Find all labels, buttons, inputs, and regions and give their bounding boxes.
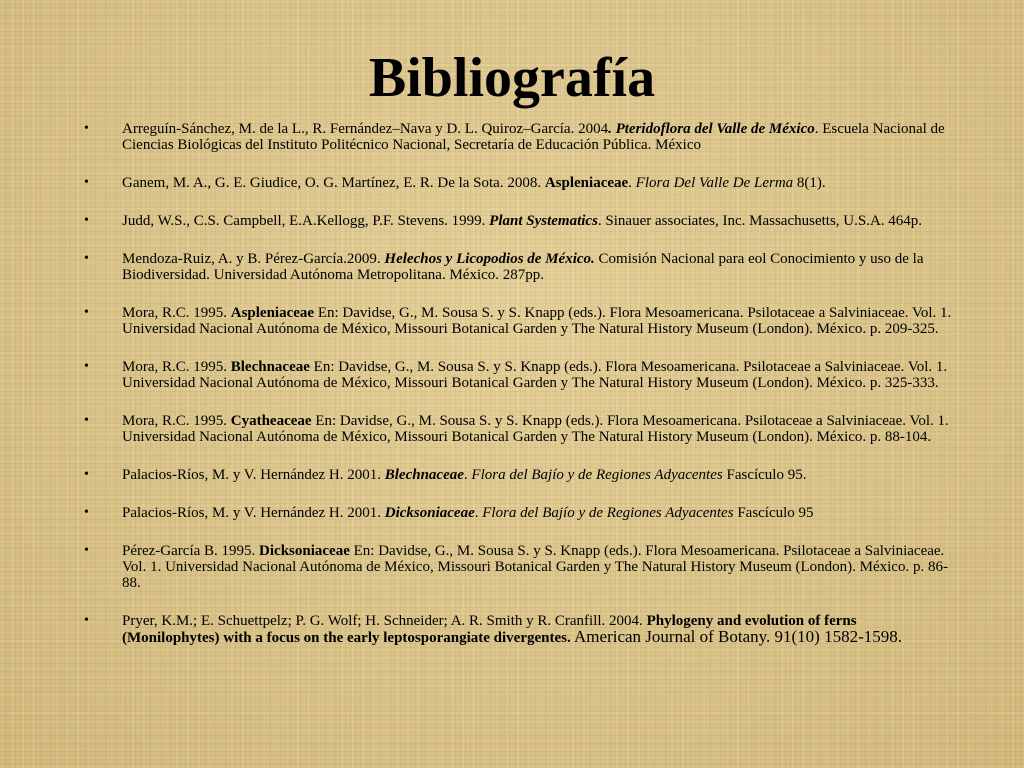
reference-text: . Sinauer associates, Inc. Massachusetts, U.S.A. 464p. (597, 213, 923, 229)
reference-text: Arreguín-Sánchez, M. de la L., R. Fernández–Nava y D. L. Quiroz–García. 2004 (122, 121, 609, 137)
reference-item (84, 543, 954, 591)
bullet: • (84, 543, 89, 558)
reference-text: Mora, R.C. 1995. (122, 305, 231, 321)
reference-item (84, 413, 954, 445)
reference-item (84, 213, 954, 229)
reference-title: Phylogeny and evolution of ferns (Monilophytes) with a focus on the early leptosporangiate divergentes. (122, 613, 857, 646)
reference-text: En: Davidse, G., M. Sousa S. y S. Knapp (eds.). Flora Mesoamericana. Psilotaceae a Salviniaceae. Vol. 1. Universidad Nacional Autónoma de México, Missouri Botanical Garden y The Natural History Museum (London). México. p. 325-333. (122, 359, 948, 391)
bullet: • (84, 413, 89, 428)
reference-text: Comisión Nacional para eol Conocimiento y uso de la Biodiversidad. Universidad Autónoma Metropolitana. México. 287pp. (122, 251, 924, 283)
bullet: • (84, 467, 89, 482)
reference-source: Flora del Bajío y de Regiones Adyacentes (482, 505, 734, 521)
bullet: • (84, 359, 89, 374)
reference-text: Ganem, M. A., G. E. Giudice, O. G. Martínez, E. R. De la Sota. 2008. (122, 175, 545, 191)
reference-text: Mora, R.C. 1995. (122, 359, 231, 375)
reference-text: 8(1). (793, 175, 826, 191)
reference-item (84, 359, 954, 391)
reference-title: Dicksoniaceae (384, 505, 475, 521)
reference-text: . (474, 505, 483, 521)
reference-title: Blechnaceae (384, 467, 464, 483)
reference-text: . (628, 175, 636, 191)
bullet: • (84, 213, 89, 228)
reference-source: Flora del Bajío y de Regiones Adyacentes (471, 467, 723, 483)
reference-text: Fascículo 95. (722, 467, 807, 483)
reference-text: En: Davidse, G., M. Sousa S. y S. Knapp (eds.). Flora Mesoamericana. Psilotaceae a Salviniaceae. Vol. 1. Universidad Nacional Autónoma de México, Missouri Botanical Garden y The Natural History Museum (London). México. p. 86-88. (122, 543, 948, 591)
reference-text: En: Davidse, G., M. Sousa S. y S. Knapp (eds.). Flora Mesoamericana. Psilotaceae a Salviniaceae. Vol. 1. Universidad Nacional Autónoma de México, Missouri Botanical Garden y The Natural History Museum (London). México. p. 88-104. (122, 413, 949, 445)
reference-text: Fascículo 95 (733, 505, 814, 521)
reference-item (84, 175, 954, 191)
bullet: • (84, 121, 89, 136)
bullet: • (84, 305, 89, 320)
reference-text: Mendoza-Ruiz, A. y B. Pérez-García.2009. (122, 251, 385, 267)
bullet: • (84, 613, 89, 628)
bullet: • (84, 175, 89, 190)
reference-text: Judd, W.S., C.S. Campbell, E.A.Kellogg, P.F. Stevens. 1999. (122, 213, 490, 229)
bullet: • (84, 251, 89, 266)
reference-text: Palacios-Ríos, M. y V. Hernández H. 2001. (122, 505, 385, 521)
reference-list (84, 121, 954, 646)
reference-item (84, 613, 954, 646)
reference-item (84, 305, 954, 337)
reference-title: Aspleniaceae (544, 175, 629, 191)
reference-title: Helechos y Licopodios de México. (384, 251, 595, 267)
reference-item (84, 505, 954, 521)
reference-text: . Escuela Nacional de Ciencias Biológicas del Instituto Politécnico Nacional, Secretaría de Educación Pública. México (122, 121, 945, 153)
reference-text: . (463, 467, 472, 483)
reference-text: Pérez-García B. 1995. (122, 543, 260, 559)
reference-item (84, 251, 954, 283)
reference-title: Aspleniaceae (230, 305, 315, 321)
reference-source: Flora Del Valle De Lerma (635, 175, 794, 191)
reference-text: Mora, R.C. 1995. (122, 413, 231, 429)
reference-text: Palacios-Ríos, M. y V. Hernández H. 2001. (122, 467, 385, 483)
reference-title: Cyatheaceae (230, 413, 312, 429)
reference-title: Plant Systematics (489, 213, 598, 229)
reference-title: . Pteridoflora del Valle de México (608, 121, 815, 137)
bullet: • (84, 505, 89, 520)
reference-title: Blechnaceae (230, 359, 310, 375)
reference-source: American Journal of Botany. 91(10) 1582-1598. (570, 627, 902, 646)
reference-text: En: Davidse, G., M. Sousa S. y S. Knapp (eds.). Flora Mesoamericana. Psilotaceae a Salviniaceae. Vol. 1. Universidad Nacional Autónoma de México, Missouri Botanical Garden y The Natural History Museum (London). México. p. 209-325. (122, 305, 952, 337)
reference-text: Pryer, K.M.; E. Schuettpelz; P. G. Wolf; H. Schneider; A. R. Smith y R. Cranfill. 2004. (122, 613, 647, 629)
reference-item (84, 121, 954, 153)
reference-title: Dicksoniaceae (259, 543, 350, 559)
page-title: Bibliografía (368, 47, 656, 109)
reference-item (84, 467, 954, 483)
